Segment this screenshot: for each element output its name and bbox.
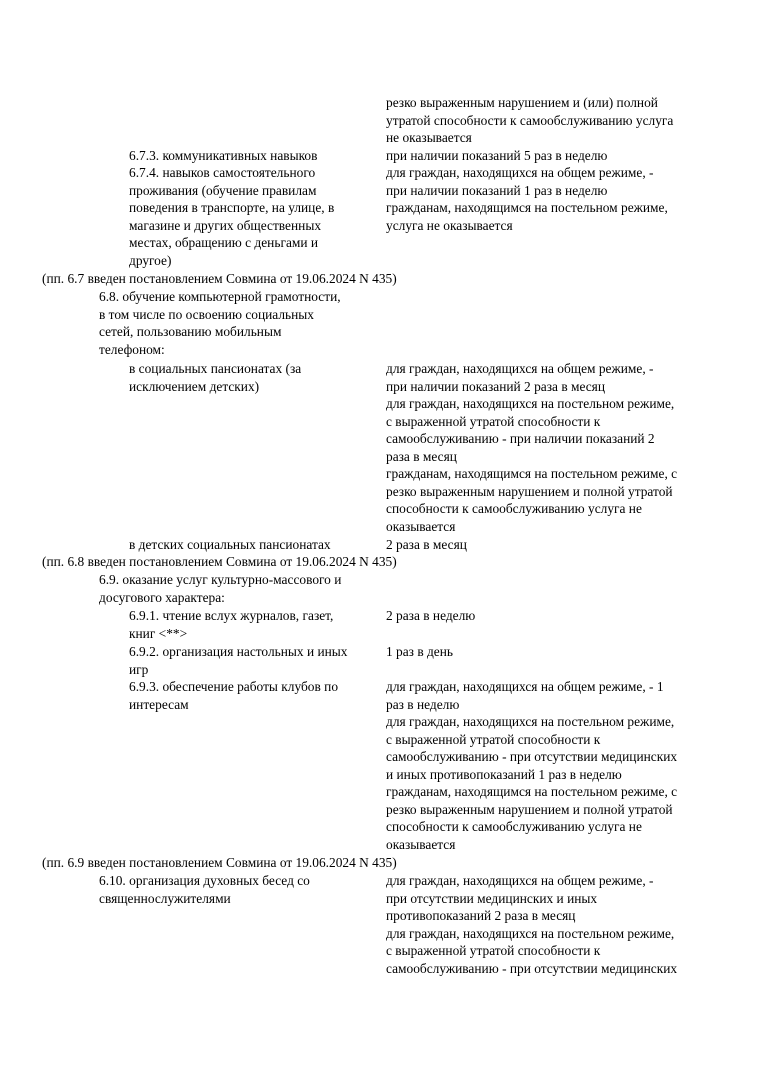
text-line: в детских социальных пансионатах: [129, 537, 331, 552]
text-line: способности к самообслуживанию услуга не: [386, 819, 642, 834]
text-line: для граждан, находящихся на общем режиме, -: [386, 361, 654, 376]
block-r14: [129, 607, 333, 642]
block-r17: [386, 643, 453, 661]
text-line: для граждан, находящихся на постельном режиме,: [386, 925, 675, 941]
block-r16: [129, 643, 348, 678]
block-r19: [386, 678, 677, 853]
text-line: (пп. 6.8 введен постановлением Совмина от 19.06.2024 N 435): [42, 554, 397, 569]
text-line: книг <**>: [129, 625, 188, 641]
text-line: оказывается: [386, 836, 456, 852]
text-line: с выраженной утратой способности к: [386, 413, 601, 429]
text-line: с выраженной утратой способности к: [386, 731, 601, 747]
block-r2: [129, 147, 317, 165]
text-line: интересам: [129, 696, 189, 712]
text-line: раз в неделю: [386, 696, 460, 712]
text-line: гражданам, находящимся на постельном режиме,: [386, 200, 668, 215]
text-line: раза в месяц: [386, 448, 457, 464]
text-line: телефоном:: [99, 341, 165, 357]
block-r18: [129, 678, 338, 713]
text-line: при отсутствии медицинских и иных: [386, 890, 598, 906]
block-r15: [386, 607, 475, 625]
text-line: для граждан, находящихся на постельном режиме,: [386, 714, 675, 729]
block-r8: [129, 360, 301, 395]
text-line: 6.8. обучение компьютерной грамотности,: [99, 289, 341, 304]
text-line: магазине и других общественных: [129, 217, 322, 233]
text-line: 1 раз в день: [386, 644, 454, 659]
block-r22: [386, 872, 677, 977]
text-line: резко выраженным нарушением и полной утратой: [386, 483, 673, 499]
text-line: самообслуживанию - при отсутствии медицинских: [386, 960, 678, 976]
text-line: местах, обращению с деньгами и: [129, 235, 319, 250]
block-r13: [99, 571, 341, 606]
text-line: противопоказаний 2 раза в месяц: [386, 908, 576, 923]
block-r10: [129, 536, 331, 554]
block-r11: [386, 536, 467, 554]
text-line: 6.10. организация духовных бесед со: [99, 873, 310, 888]
text-line: 6.9. оказание услуг культурно-массового и: [99, 572, 342, 587]
text-line: при наличии показаний 1 раз в неделю: [386, 182, 608, 198]
text-line: в том числе по освоению социальных: [99, 306, 315, 322]
text-line: гражданам, находящимся на постельном режиме, с: [386, 466, 678, 481]
text-line: в социальных пансионатах (за: [129, 361, 302, 376]
text-line: для граждан, находящихся на общем режиме, -: [386, 165, 654, 180]
block-r3: [386, 147, 607, 165]
text-line: 6.9.1. чтение вслух журналов, газет,: [129, 608, 334, 623]
text-line: исключением детских): [129, 378, 260, 394]
text-line: (пп. 6.7 введен постановлением Совмина от 19.06.2024 N 435): [42, 271, 397, 286]
amendment-note: [42, 854, 397, 872]
text-line: досугового характера:: [99, 589, 225, 605]
text-line: услуга не оказывается: [386, 217, 513, 233]
text-line: сетей, пользованию мобильным: [99, 324, 282, 339]
text-line: для граждан, находящихся на общем режиме, - 1: [386, 679, 664, 694]
text-line: 6.9.3. обеспечение работы клубов по: [129, 679, 339, 694]
text-line: с выраженной утратой способности к: [386, 943, 601, 958]
block-r1: [386, 94, 673, 147]
text-line: другое): [129, 252, 172, 268]
text-line: самообслуживанию - при отсутствии медицинских: [386, 749, 678, 764]
text-line: самообслуживанию - при наличии показаний 2: [386, 431, 655, 446]
text-line: для граждан, находящихся на общем режиме, -: [386, 873, 654, 888]
block-r21: [99, 872, 310, 907]
text-line: поведения в транспорте, на улице, в: [129, 200, 335, 215]
amendment-note: [42, 553, 397, 571]
block-r9: [386, 360, 677, 535]
text-line: священнослужителями: [99, 890, 231, 906]
text-line: оказывается: [386, 518, 456, 534]
text-line: резко выраженным нарушением и полной утратой: [386, 801, 673, 817]
text-line: при наличии показаний 2 раза в месяц: [386, 378, 606, 394]
text-line: 6.9.2. организация настольных и иных: [129, 644, 348, 659]
text-line: (пп. 6.9 введен постановлением Совмина от 19.06.2024 N 435): [42, 855, 397, 870]
block-r7: [99, 288, 341, 358]
text-line: резко выраженным нарушением и (или) полной: [386, 95, 658, 110]
text-line: 2 раза в месяц: [386, 537, 467, 552]
text-line: не оказывается: [386, 130, 472, 145]
text-line: и иных противопоказаний 1 раз в неделю: [386, 766, 622, 782]
text-line: проживания (обучение правилам: [129, 182, 317, 198]
text-line: способности к самообслуживанию услуга не: [386, 501, 642, 516]
text-line: 6.7.3. коммуникативных навыков: [129, 148, 318, 163]
block-r4: [129, 164, 334, 269]
text-line: 6.7.4. навыков самостоятельного: [129, 165, 316, 180]
amendment-note: [42, 270, 397, 288]
text-line: 2 раза в неделю: [386, 608, 476, 623]
text-line: игр: [129, 661, 149, 677]
text-line: гражданам, находящимся на постельном режиме, с: [386, 784, 678, 799]
text-line: при наличии показаний 5 раз в неделю: [386, 148, 608, 163]
block-r5: [386, 164, 668, 234]
text-line: утратой способности к самообслуживанию услуга: [386, 112, 674, 128]
text-line: для граждан, находящихся на постельном режиме,: [386, 396, 675, 411]
